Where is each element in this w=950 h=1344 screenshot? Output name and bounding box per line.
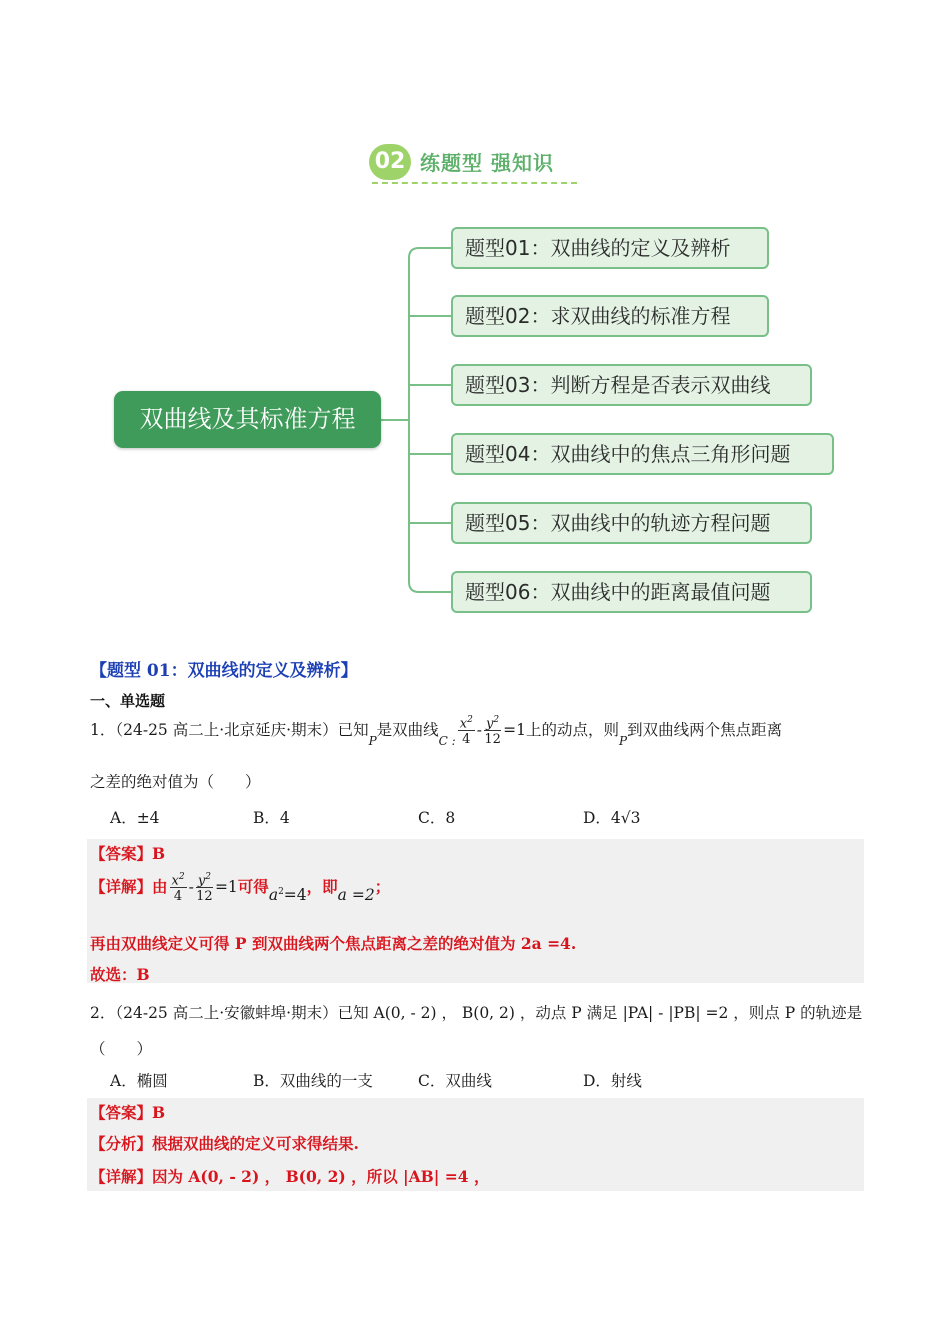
answer-2-analysis: 【分析】根据双曲线的定义可求得结果. xyxy=(90,1134,359,1153)
section-banner-title: 练题型 强知识 xyxy=(420,151,554,175)
answer-2-detail: 【详解】因为 A(0, - 2) ， B(0, 2) ，所以 |AB| =4 ， xyxy=(90,1167,490,1186)
mindmap-root: 双曲线及其标准方程 xyxy=(114,391,381,448)
q2-option-b: B．双曲线的一支 xyxy=(253,1072,373,1090)
q1-option-d: D．4√3 xyxy=(583,809,641,827)
section-subhead: 一、单选题 xyxy=(90,692,166,710)
q2-option-c: C．双曲线 xyxy=(418,1072,492,1090)
answer-1-line-2: 再由双曲线定义可得 P 到双曲线两个焦点距离之差的绝对值为 2a =4. xyxy=(90,934,577,953)
mindmap-topic-05: 题型05：双曲线中的轨迹方程问题 xyxy=(451,502,812,544)
section-title: 【题型 01：双曲线的定义及辨析】 xyxy=(90,661,358,681)
question-1-line-2: 之差的绝对值为（ ） xyxy=(90,773,261,791)
q1-option-a: A．±4 xyxy=(110,809,160,827)
q1-option-c: C．8 xyxy=(418,809,456,827)
question-2-line-1: 2．（24-25 高二上·安徽蚌埠·期末）已知 A(0, - 2) ， B(0, 2) ，动点 P 满足 |PA| - |PB| =2 ，则点 P 的轨迹是 xyxy=(90,1004,863,1022)
section-number-badge: 02 xyxy=(369,144,411,180)
answer-1-conclusion: 故选：B xyxy=(90,965,150,984)
answer-1-label: 【答案】B xyxy=(90,844,166,863)
mindmap-topic-04: 题型04：双曲线中的焦点三角形问题 xyxy=(451,433,834,475)
question-1-line-1: 1．（24-25 高二上·北京延庆·期末）已知$_P$是双曲线$_{C :}$ $\frac{x^2}{4}$ - $\frac{y^2}{12}$ =1上的动点，则$_P$到双曲线两个焦点距离 xyxy=(90,715,783,749)
question-2-line-2: （ ） xyxy=(90,1040,153,1058)
q2-option-d: D．射线 xyxy=(583,1072,642,1090)
mindmap-topic-03: 题型03：判断方程是否表示双曲线 xyxy=(451,364,812,406)
q1-option-b: B．4 xyxy=(253,809,290,827)
mindmap-topic-06: 题型06：双曲线中的距离最值问题 xyxy=(451,571,812,613)
mindmap-topic-02: 题型02：求双曲线的标准方程 xyxy=(451,295,769,337)
q2-option-a: A．椭圆 xyxy=(110,1072,168,1090)
answer-1-detail: 【详解】由 $\frac{x^2}{4}$ - $\frac{y^2}{12}$ =1可得$a^2=4$，即a =2； xyxy=(90,872,391,905)
answer-1-box xyxy=(87,839,864,983)
q1-fraction-y: $\frac{y^2}{12}$ xyxy=(484,715,501,748)
answer-2-label: 【答案】B xyxy=(90,1103,166,1122)
mindmap-topic-01: 题型01：双曲线的定义及辨析 xyxy=(451,227,769,269)
q1-fraction-x: $\frac{x^2}{4}$ xyxy=(459,715,473,748)
